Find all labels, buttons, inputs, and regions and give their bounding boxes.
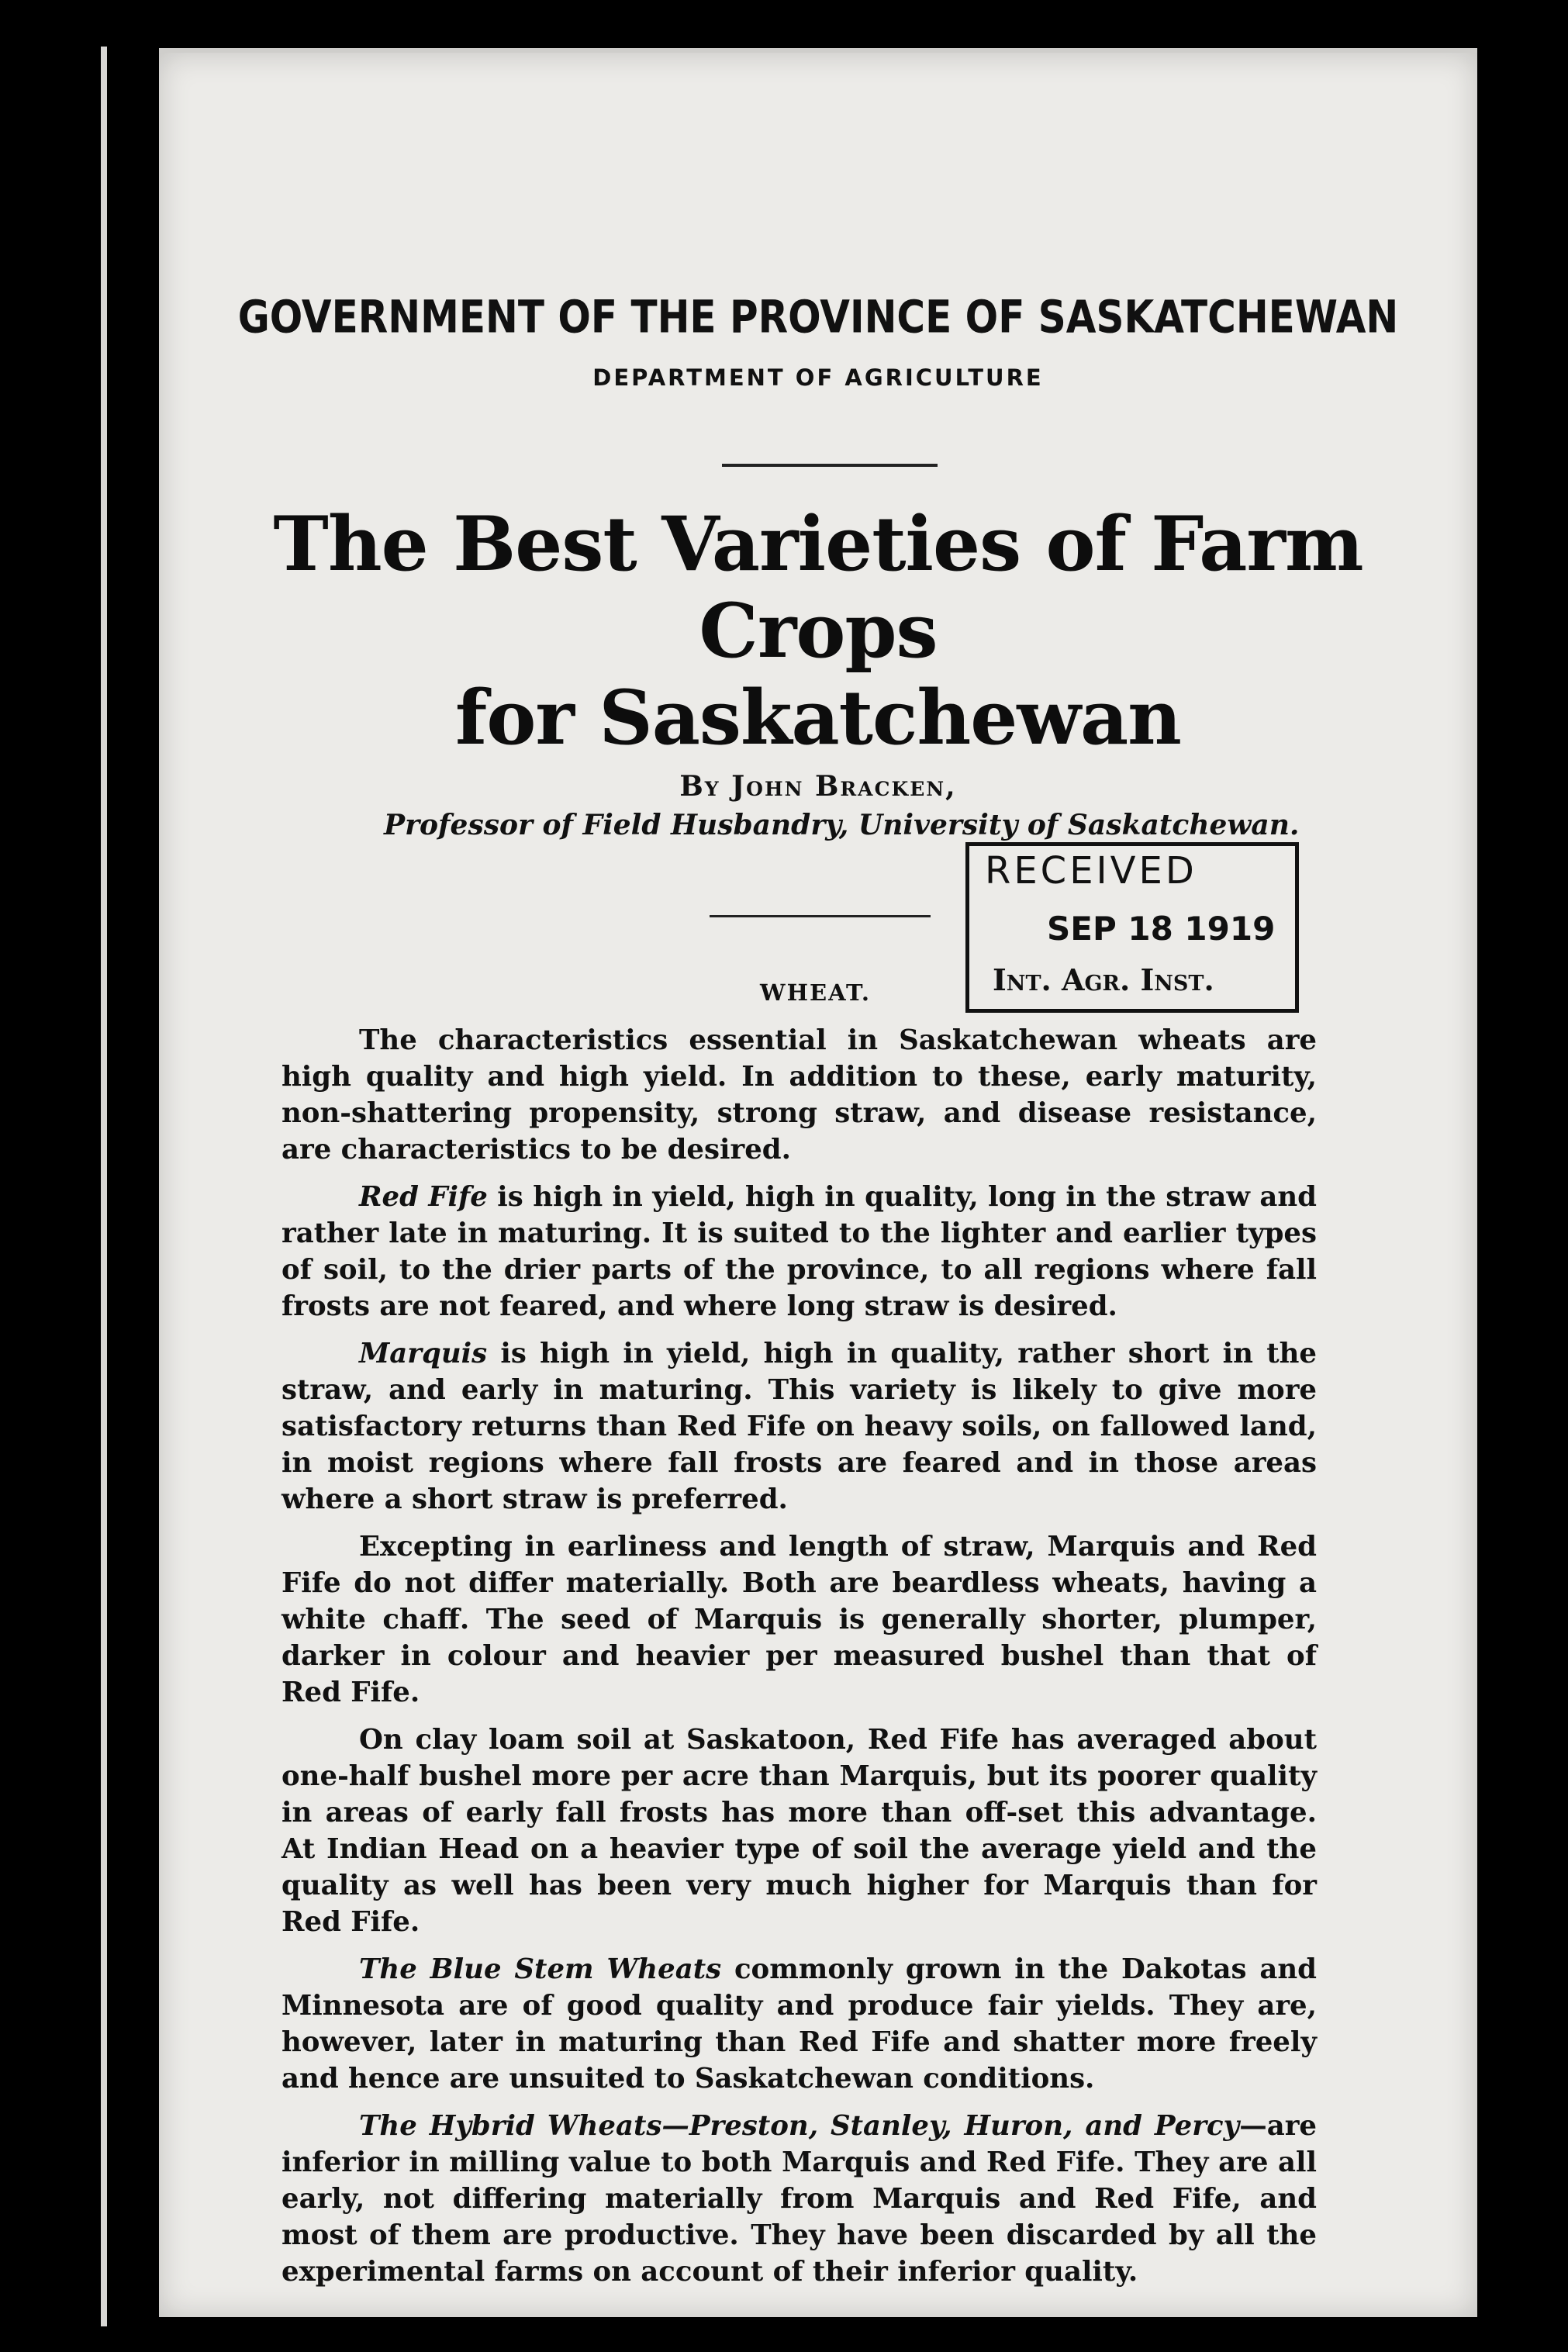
document-page xyxy=(159,53,1477,2317)
paragraph-lead: The Blue Stem Wheats xyxy=(359,1953,722,1985)
paragraph-text: —are inferior in milling value to both Marquis and Red Fife. They are all early, not differing materially from Marquis and Red Fife, and most of them are productive. They have been discarded by all the experimental farms on account of their inferior quality. xyxy=(281,2110,1317,2288)
paragraph-text: is high in yield, high in quality, long in the straw and rather late in maturing. It is suited to the lighter and earlier types of soil, to the drier parts of the province, to all regions where fall frosts are not feared, and where long straw is desired. xyxy=(281,1181,1317,1322)
author-affiliation: Professor of Field Husbandry, University of Saskatchewan. xyxy=(384,809,1300,841)
paragraph-text: is high in yield, high in quality, rather short in the straw, and early in maturing. This variety is likely to give more satisfactory returns than Red Fife on heavy soils, on fallowed land, in moist regions where fall frosts are feared and in those areas where a short straw is preferred. xyxy=(281,1338,1317,1515)
body-text xyxy=(281,1022,1317,2301)
stamp-date: SEP 18 1919 xyxy=(1047,910,1276,948)
author-byline: By John Bracken, xyxy=(679,770,957,803)
paragraph xyxy=(281,1722,1317,1940)
stamp-received-label: RECEIVED xyxy=(985,849,1197,893)
received-stamp xyxy=(965,842,1299,1013)
header-rule xyxy=(722,464,938,467)
author-rule xyxy=(710,915,931,917)
paragraph-text: commonly grown in the Dakotas and Minnesota are of good quality and produce fair yields. They are, however, later in maturing than Red Fife and shatter more freely and hence are unsuited to Saskatchewan conditions. xyxy=(281,1953,1317,2095)
stamp-institute: Int. Agr. Inst. xyxy=(993,962,1214,997)
paragraph-text: On clay loam soil at Saskatoon, Red Fife has averaged about one-half bushel more per acre than Marquis, but its poorer quality in areas of early fall frosts has more than off-set this advantage. At Indian Head on a heavier type of soil the average yield and the quality as well has been very much higher for Marquis than for Red Fife. xyxy=(281,1724,1317,1938)
paragraph xyxy=(281,1335,1317,1518)
paragraph xyxy=(281,1022,1317,1168)
paragraph-text: The characteristics essential in Saskatchewan wheats are high quality and high yield. In addition to these, early maturity, non-shattering propensity, strong straw, and disease resistance, are characteristics to be desired. xyxy=(281,1024,1317,1166)
paragraph xyxy=(281,1179,1317,1325)
paragraph xyxy=(281,1951,1317,2097)
document-title xyxy=(159,501,1477,762)
paragraph xyxy=(281,2108,1317,2290)
paragraph-lead: Red Fife xyxy=(359,1181,488,1213)
paragraph-text: Excepting in earliness and length of straw, Marquis and Red Fife do not differ materially. Both are beardless wheats, having a white chaff. The seed of Marquis is generally shorter, plumper, darker in colour and heavier per measured bushel than that of Red Fife. xyxy=(281,1531,1317,1708)
paragraph xyxy=(281,1528,1317,1711)
section-heading-wheat: WHEAT. xyxy=(760,979,871,1006)
department-header: DEPARTMENT OF AGRICULTURE xyxy=(592,364,1044,391)
title-line-2: for Saskatchewan xyxy=(455,674,1181,762)
government-header: GOVERNMENT OF THE PROVINCE OF SASKATCHEWAN xyxy=(237,291,1399,344)
title-line-1: The Best Varieties of Farm Crops xyxy=(273,500,1363,675)
paragraph-lead: Marquis xyxy=(359,1338,488,1369)
paragraph-lead: The Hybrid Wheats—Preston, Stanley, Huron, and Percy xyxy=(359,2110,1240,2142)
underlying-page-edge xyxy=(101,47,107,2326)
